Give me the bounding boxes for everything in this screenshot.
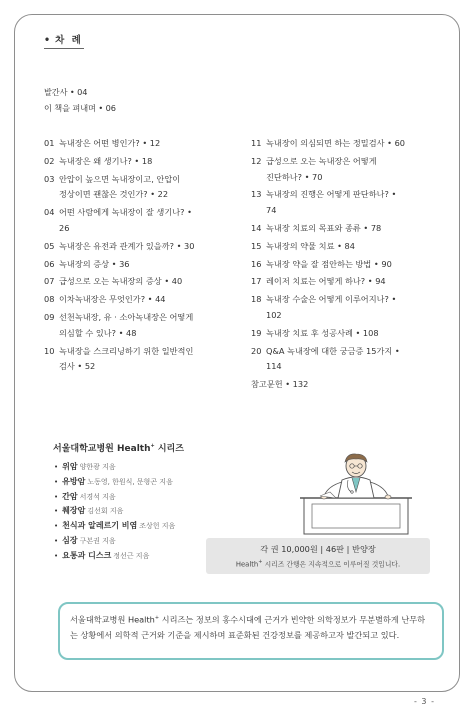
toc-front-publisher: 발간사 • 04 [44,87,88,97]
heading-bullet: • [44,35,53,46]
series-book-item [54,534,175,549]
toc-entry-number: 07 [44,276,55,287]
toc-entry [251,377,447,393]
price-notice-text: 시리즈 간행은 지속적으로 이루어질 것입니다. [262,560,401,569]
bullet: • [54,463,59,471]
series-book-item [54,519,175,534]
bullet: • [54,536,59,545]
toc-entry-number: 17 [251,276,262,287]
toc-front-intro: 이 책을 펴내며 • 06 [44,103,116,113]
toc-entry-title: 녹내장의 증상 • 36 [59,258,130,269]
toc-entry-title: 녹내장의 약물 치료 • 84 [266,240,355,251]
series-notice-line [206,556,430,570]
book-author: 구본권 지음 [79,536,116,545]
note-text: 시리즈는 정보의 홍수시대에 근거가 빈약한 의학정보가 무분별하게 난무하는 상황에서 의학적 근거와 기준을 제시하며 표준화된 건강정보를 제공하고자 발간되고 있다. [70,614,426,641]
series-book-list [54,460,175,564]
toc-entry [44,239,240,255]
toc-entry [44,292,240,308]
toc-entry [251,257,447,273]
toc-entry-title: 녹내장 치료 후 성공사례 • 108 [266,327,379,338]
series-book-item [54,475,175,490]
book-author: 조상헌 지음 [139,522,176,531]
doctor-illustration [290,452,418,536]
price-info-box [206,538,430,574]
toc-entry-number: 19 [251,327,262,338]
page-number: - 3 - [414,697,435,706]
series-title-suffix: 시리즈 [154,444,184,454]
toc-entry-title: Q&A 녹내장에 대한 궁금증 15가지 • [266,345,400,356]
bullet: • [54,551,59,560]
toc-entry [44,344,240,376]
toc-entry-number: 10 [44,345,55,356]
series-title-sup: + [150,443,155,449]
toc-entry-title: 이차녹내장은 무엇인가? • 44 [59,294,166,305]
price-line: 각 권 10,000원 | 46판 | 반양장 [260,544,376,554]
toc-entry-title: 녹내장 수술은 어떻게 이루어지나? • [266,294,397,305]
toc-entry-number: 12 [251,155,262,166]
toc-entry-number: 06 [44,258,55,269]
series-title-main: 서울대학교병원 Health [53,444,151,454]
book-author: 노동영, 한원식, 문형곤 지음 [87,477,173,486]
toc-entry-continuation: 114 [266,361,282,372]
toc-entry-title: 녹내장의 진행은 어떻게 판단하나? • [266,189,397,200]
toc-entry [251,344,447,376]
toc-entry-continuation: 102 [266,309,282,320]
toc-entry-title: 안압이 높으면 녹내장이고, 안압이 [59,173,181,184]
toc-heading [44,32,83,46]
toc-entry-title: 참고문헌 • 132 [251,379,309,390]
book-title: 요통과 디스크 [62,550,112,560]
heading-rule [44,48,84,49]
bullet: • [54,492,59,501]
toc-entry [44,172,240,204]
series-book-item [54,460,175,475]
toc-entry [251,274,447,290]
toc-heading-text: 차 례 [55,35,83,46]
toc-entry-number: 02 [44,155,55,166]
series-title [53,441,184,454]
toc-entry-title: 어떤 사람에게 녹내장이 잘 생기나? • [59,207,192,218]
toc-entry-title: 녹내장이 의심되면 하는 정밀검사 • 60 [266,138,405,148]
book-author: 서경석 지음 [79,492,116,501]
note-sup: + [154,615,160,621]
book-title: 췌장암 [62,506,86,516]
toc-right-column [251,136,447,395]
toc-entry-title: 녹내장 치료의 목표와 종류 • 78 [266,222,382,233]
price-health-sup: + [258,559,263,565]
series-description-box [58,602,444,660]
price-health-label: Health [235,560,259,569]
toc-entry-number: 15 [251,240,262,251]
book-title: 위암 [62,462,78,471]
toc-entry [251,221,447,237]
toc-entry [251,136,447,152]
toc-entry-number: 04 [44,207,55,218]
toc-entry-title: 녹내장을 스크리닝하기 위한 일반적인 [59,345,194,356]
toc-entry-continuation: 검사 • 52 [59,361,96,372]
toc-entry-number: 18 [251,294,262,305]
toc-entry [251,154,447,186]
toc-entry-title: 녹내장은 어떤 병인가? • 12 [59,138,161,148]
toc-entry-number: 14 [251,222,262,233]
toc-entry-title: 급성으로 오는 녹내장은 어떻게 [266,155,377,166]
toc-entry-title: 녹내장은 유전과 관계가 있을까? • 30 [59,240,195,251]
toc-entry [251,239,447,255]
toc-entry-number: 13 [251,189,262,200]
book-title: 심장 [62,535,78,545]
toc-entry-number: 20 [251,345,262,356]
toc-entry-title: 녹내장 약을 잘 점안하는 방법 • 90 [266,258,392,269]
toc-entry [251,326,447,342]
note-lead: 서울대학교병원 Health [70,614,155,625]
toc-entry-number: 03 [44,173,55,184]
toc-entry [44,274,240,290]
bullet: • [54,477,59,486]
toc-entry-number: 11 [251,138,262,148]
toc-entry [44,257,240,273]
book-author: 김선회 지음 [87,507,124,516]
toc-entry [44,310,240,342]
toc-entry [44,154,240,170]
book-title: 유방암 [62,476,86,486]
toc-entry-title: 녹내장은 왜 생기나? • 18 [59,155,153,166]
book-author: 정선근 지음 [113,551,150,560]
toc-entry [251,187,447,219]
toc-entry-title: 선천녹내장, 유 · 소아녹내장은 어떻게 [59,311,194,322]
toc-entry-continuation: 의심할 수 있나? • 48 [59,327,137,338]
toc-entry-number: 16 [251,258,262,269]
toc-entry-continuation: 26 [59,222,70,233]
toc-entry-title: 레이저 치료는 어떻게 하나? • 94 [266,276,386,287]
toc-entry-continuation: 74 [266,205,277,216]
bullet: • [54,522,59,531]
book-title: 간암 [62,491,78,501]
toc-entry-continuation: 진단하나? • 70 [266,171,323,182]
toc-left-column [44,136,240,377]
series-book-item [54,490,175,505]
toc-entry [44,136,240,152]
toc-entry-number: 08 [44,294,55,305]
toc-entry-continuation: 정상이면 괜찮은 것인가? • 22 [59,189,169,200]
toc-entry-number: 01 [44,138,55,148]
bullet: • [54,507,59,516]
toc-entry [44,205,240,237]
toc-entry-number: 05 [44,240,55,251]
series-book-item [54,549,175,564]
toc-entry-title: 급성으로 오는 녹내장의 증상 • 40 [59,276,183,287]
series-book-item [54,504,175,519]
toc-entry-number: 09 [44,311,55,322]
toc-entry [251,292,447,324]
book-author: 양한광 지음 [79,463,116,471]
book-title: 천식과 알레르기 비염 [62,521,138,531]
